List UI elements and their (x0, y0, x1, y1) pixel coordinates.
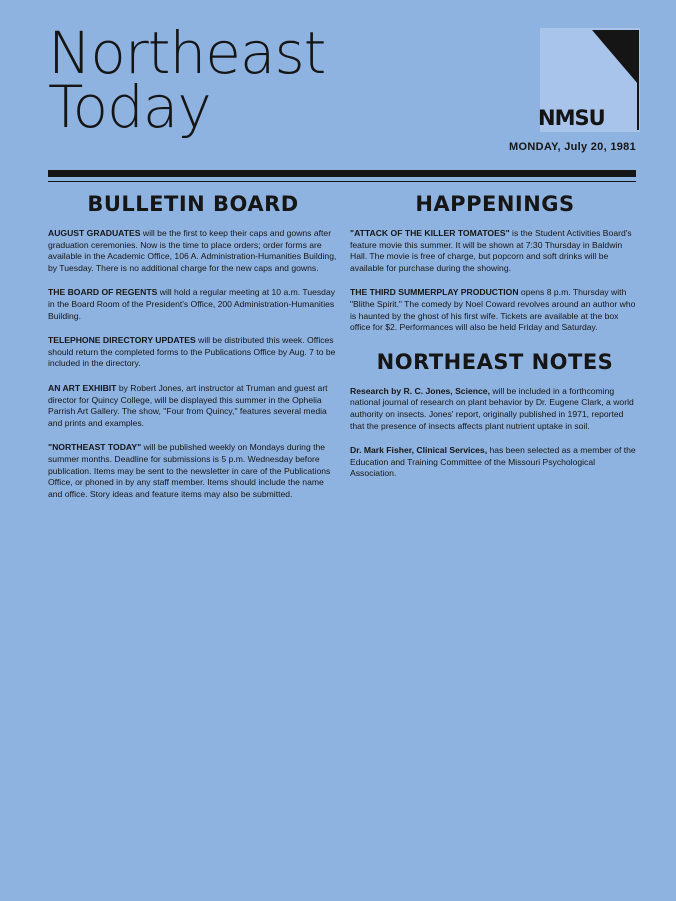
bulletin-item-lead: AUGUST GRADUATES (48, 228, 141, 238)
masthead-rule-thin (48, 181, 636, 182)
happenings-heading: HAPPENINGS (415, 192, 575, 216)
bulletin-item-body: will hold a regular meeting at 10 a.m. Tuesday in the Board Room of the President's Office, 200 Administration-Humanities Building. (48, 287, 336, 321)
nmsu-logo-text: NMSU (538, 106, 605, 130)
bulletin-item (48, 335, 338, 370)
happenings-item-lead: "ATTACK OF THE KILLER TOMATOES" (350, 228, 510, 238)
bulletin-item-lead: "NORTHEAST TODAY" (48, 442, 142, 453)
issue-date: MONDAY, July 20, 1981 (509, 141, 636, 153)
happenings-item (350, 287, 640, 333)
notes-item-name: Dr. Mark Fisher, Clinical Services, (350, 445, 488, 456)
bulletin-item (48, 228, 338, 274)
masthead-title-line2: Today (48, 73, 211, 141)
bulletin-item (48, 383, 338, 429)
bulletin-item-body: will be distributed this week. Offices should return the completed forms to the Publications Office by Aug. 7 to be included in the directory. (48, 335, 336, 369)
bulletin-item-lead: AN ART EXHIBIT (48, 382, 117, 393)
bulletin-item-lead: THE BOARD OF REGENTS (48, 287, 158, 298)
bulletin-item-lead: TELEPHONE DIRECTORY UPDATES (48, 335, 196, 346)
notes-item (350, 445, 640, 480)
bulletin-board-heading: BULLETIN BOARD (87, 192, 299, 216)
happenings-item-body: opens 8 p.m. Thursday with "Blithe Spirit." The comedy by Noel Coward revolves around an author who is haunted by the ghost of his first wife. Tickets are available at the box office for $2. Performances will also be held Friday and Saturday. (350, 287, 636, 333)
bulletin-board-column (48, 186, 338, 513)
masthead-rule-thick (48, 170, 636, 177)
happenings-item (350, 228, 640, 274)
right-column (350, 186, 640, 493)
bulletin-item-body: will be the first to keep their caps and gowns after graduation ceremonies. Now is the time to place orders; order forms are available in the Academic Office, 106 A. Administration-Humanities Building, by Tuesday. There is no additional charge for the new caps and gowns. (48, 228, 337, 273)
bulletin-item (48, 442, 338, 500)
northeast-notes-heading: NORTHEAST NOTES (376, 349, 614, 374)
bulletin-item (48, 287, 338, 322)
masthead-title (48, 19, 326, 141)
masthead-title-line1: Northeast (48, 19, 326, 87)
bulletin-item-body: by Robert Jones, art instructor at Truman and guest art director for Quincy College, will be displayed this summer in the Ophelia Parrish Art Gallery. The show, "Four from Quincy," features several media and prints and examples. (48, 382, 328, 428)
notes-item-body: has been selected as a member of the Education and Training Committee of the Missouri Psychological Association. (350, 445, 636, 479)
notes-item (350, 386, 640, 432)
notes-item-body: will be included in a forthcoming national journal of research on plant behavior by Dr. Eugene Clark, a world authority on insects. Jones' report, originally published in 1971, reported that the presence of insects affects plant nutrient uptake in soil. (350, 385, 634, 431)
notes-item-name: Research by R. C. Jones, Science, (350, 385, 490, 396)
happenings-item-lead: THE THIRD SUMMERPLAY PRODUCTION (350, 287, 519, 298)
bulletin-item-body: will be published weekly on Mondays during the summer months. Deadline for submissions is 5 p.m. Wednesday before publication. Items may be sent to the newsletter in care of the Publications Office, or phoned in by any staff member. Items should include the name and office. Story ideas and feature items may also be submitted. (48, 442, 331, 499)
happenings-item-body: is the Student Activities Board's feature movie this summer. It will be shown at 7:30 Thursday in Baldwin Hall. The movie is free of charge, but popcorn and soft drinks will be available for purchase during the showing. (350, 228, 632, 273)
